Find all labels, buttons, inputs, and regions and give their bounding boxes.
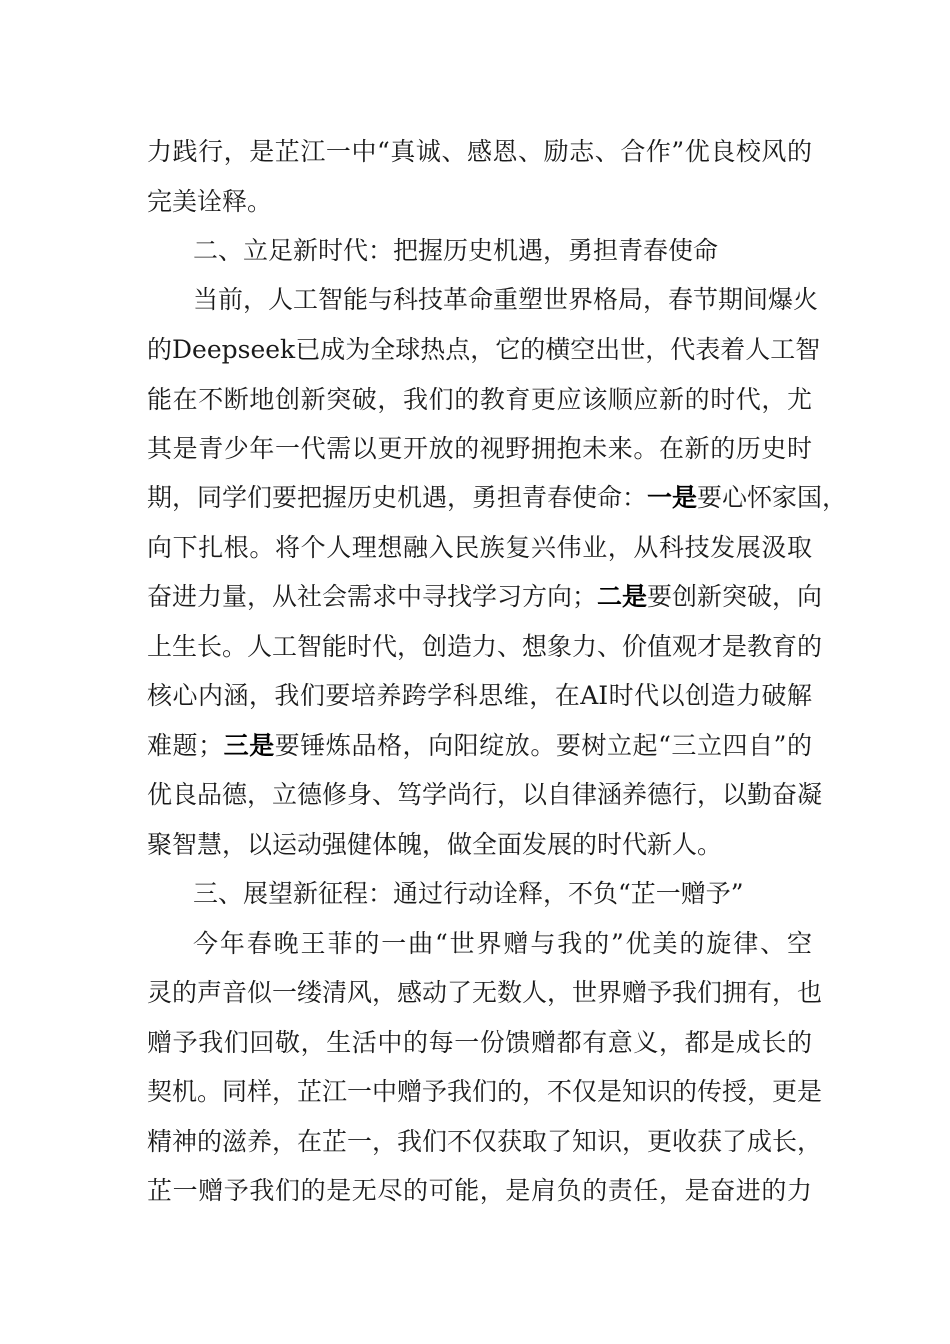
paragraph-line: 其是青少年一代需以更开放的视野拥抱未来。在新的历史时 bbox=[147, 434, 812, 463]
paragraph-line: 芷一赠予我们的是无尽的可能，是肩负的责任，是奋进的力 bbox=[147, 1176, 812, 1205]
section-heading: 二、立足新时代：把握历史机遇，勇担青春使命 bbox=[193, 236, 719, 265]
paragraph-line: 上生长。人工智能时代，创造力、想象力、价值观才是教育的 bbox=[147, 632, 823, 661]
paragraph-line: 契机。同样，芷江一中赠予我们的，不仅是知识的传授，更是 bbox=[147, 1077, 823, 1106]
paragraph-line: 精神的滋养，在芷一，我们不仅获取了知识，更收获了成长， bbox=[147, 1127, 823, 1156]
paragraph-line: 力践行，是芷江一中“真诚、感恩、励志、合作”优良校风的 bbox=[147, 137, 812, 166]
paragraph-line: 核心内涵，我们要培养跨学科思维，在AI时代以创造力破解 bbox=[147, 681, 812, 710]
paragraph-line: 优良品德，立德修身、笃学尚行，以自律涵养德行，以勤奋凝 bbox=[147, 780, 823, 809]
section-heading: 三、展望新征程：通过行动诠释，不负“芷一赠予” bbox=[193, 879, 744, 908]
paragraph-line: 能在不断地创新突破，我们的教育更应该顺应新的时代，尤 bbox=[147, 385, 812, 414]
paragraph-line: 赠予我们回敬，生活中的每一份馈赠都有意义，都是成长的 bbox=[147, 1028, 812, 1057]
paragraph-line: 当前，人工智能与科技革命重塑世界格局，春节期间爆火 bbox=[193, 285, 819, 314]
paragraph-line: 灵的声音似一缕清风，感动了无数人，世界赠予我们拥有，也 bbox=[147, 978, 823, 1007]
paragraph-line: 今年春晚王菲的一曲“世界赠与我的”优美的旋律、空 bbox=[193, 929, 812, 958]
paragraph-line: 期，同学们要把握历史机遇，勇担青春使命：一是要心怀家国， bbox=[147, 483, 848, 512]
paragraph-line: 难题；三是要锤炼品格，向阳绽放。要树立起“三立四自”的 bbox=[147, 731, 812, 760]
paragraph-line: 奋进力量，从社会需求中寻找学习方向；二是要创新突破，向 bbox=[147, 582, 823, 611]
paragraph-line: 聚智慧，以运动强健体魄，做全面发展的时代新人。 bbox=[147, 830, 723, 859]
paragraph-line: 完美诠释。 bbox=[147, 187, 273, 216]
paragraph-line: 的Deepseek已成为全球热点，它的横空出世，代表着人工智 bbox=[147, 335, 821, 364]
paragraph-line: 向下扎根。将个人理想融入民族复兴伟业，从科技发展汲取 bbox=[147, 533, 812, 562]
